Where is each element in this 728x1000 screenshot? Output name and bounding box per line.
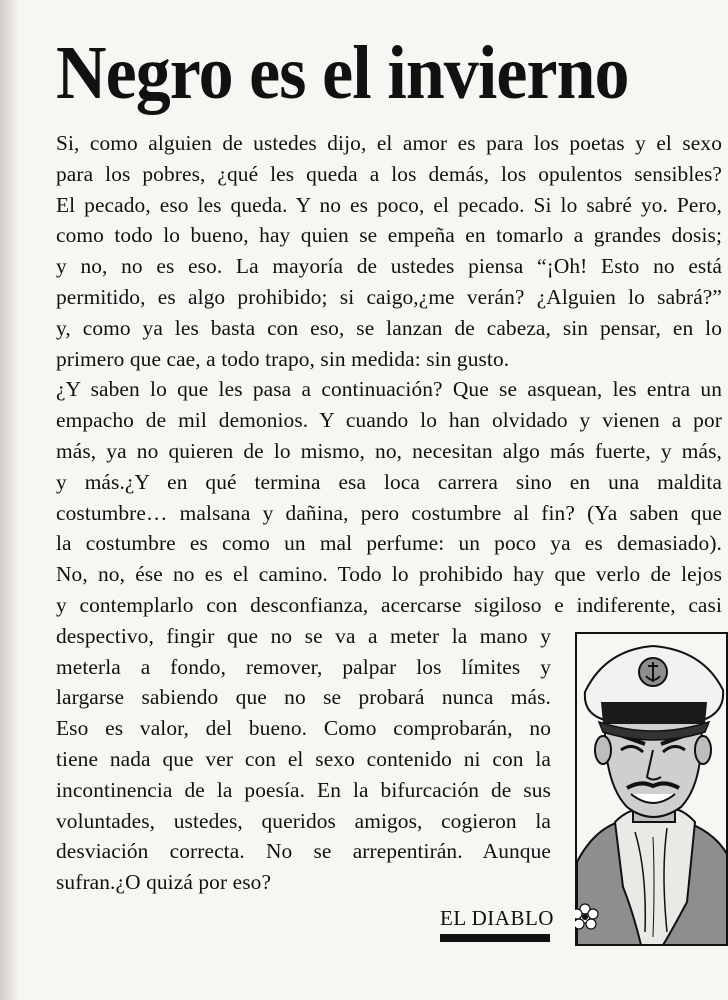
text-line: empacho de mil demonios. Y cuando lo han olvidado y vienen a por [56, 408, 722, 433]
text-line: y, como ya les basta con eso, se lanzan de cabeza, sin pensar, en lo [56, 315, 722, 340]
text-line: incontinencia de la poesía. En la bifurcación de sus [56, 777, 551, 802]
text-line: Si, como alguien de ustedes dijo, el amor es para los poetas y el sexo [56, 131, 722, 155]
text-line: El pecado, eso les queda. Y no es poco, el pecado. Si lo sabré yo. Pero, [56, 192, 722, 217]
text-line: y no, no es eso. La mayoría de ustedes piensa “¡Oh! Esto no está [56, 254, 722, 279]
text-line: meterla a fondo, remover, palpar los límites y [56, 654, 551, 679]
text-line: permitido, es algo prohibido; si caigo,¿me verán? ¿Alguien lo sabrá?” [56, 284, 722, 309]
text-line: para los pobres, ¿qué les queda a los demás, los opulentos sensibles? [56, 161, 722, 186]
text-line: y más.¿Y en qué termina esa loca carrera sino en una maldita [56, 469, 722, 494]
text-line: primero que cae, a todo trapo, sin medida: sin gusto. [56, 346, 510, 371]
text-line: voluntades, ustedes, queridos amigos, cogieron la [56, 808, 551, 833]
text-line: largarse sabiendo que no se probará nunca más. [56, 685, 551, 710]
text-line: tiene nada que ver con el sexo contenido ni con la [56, 746, 551, 771]
text-line: ¿Y saben lo que les pasa a continuación? Que se asquean, les entra un [56, 377, 722, 402]
text-line: desviación correcta. No se arrepentirán. Aunque [56, 839, 551, 864]
text-line: Eso es valor, del bueno. Como comprobarán, no [56, 716, 551, 741]
text-line: y contemplarlo con desconfianza, acercarse sigiloso e indiferente, casi [56, 592, 722, 617]
text-line: como todo lo bueno, hay quien se empeña en tomarlo a grandes dosis; [56, 223, 722, 248]
text-line: despectivo, fingir que no se va a meter la mano y [56, 623, 551, 648]
page-title: Negro es el invierno [56, 31, 629, 115]
text-line: más, ya no quieren de lo mismo, no, necesitan algo más fuerte, y más, [56, 438, 722, 463]
text-line: sufran.¿O quizá por eso? [56, 870, 272, 895]
page-spine-shadow [0, 0, 20, 1000]
signature: EL DIABLO [440, 906, 550, 942]
text-line: No, no, ése no es el camino. Todo lo prohibido hay que verlo de lejos [56, 562, 722, 587]
paragraph-1 [56, 128, 722, 374]
text-line: costumbre… malsana y dañina, pero costumbre al fin? (Ya saben que [56, 500, 722, 525]
devil-sailor-portrait-icon [575, 632, 728, 946]
text-line: la costumbre es como un mal perfume: un poco ya es demasiado). [56, 531, 722, 556]
